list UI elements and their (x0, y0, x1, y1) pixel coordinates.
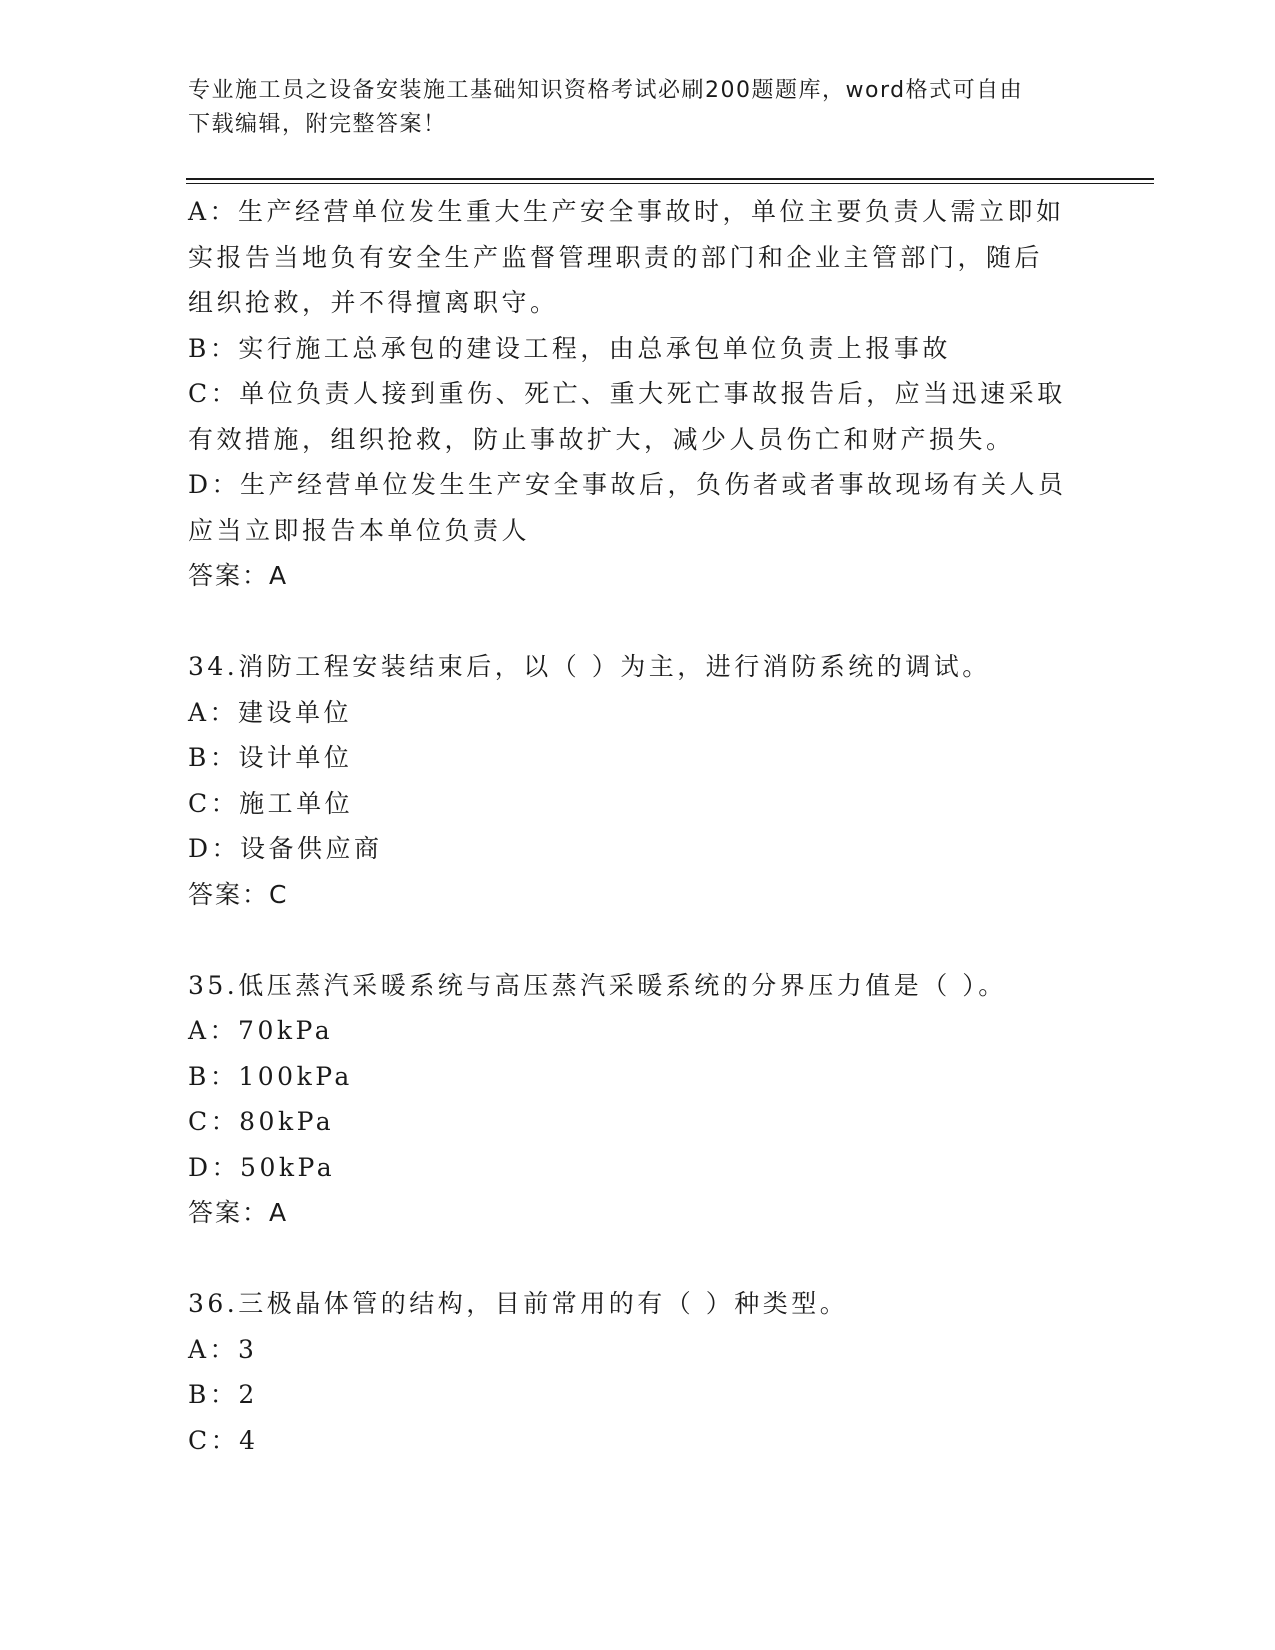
option-b: B：实行施工总承包的建设工程，由总承包单位负责上报事故 (188, 333, 951, 363)
option-c-line-1: C：单位负责人接到重伤、死亡、重大死亡事故报告后，应当迅速采取 (188, 379, 1066, 408)
option-d: D：设备供应商 (188, 834, 383, 863)
spacer (188, 1236, 1088, 1282)
header-rule-thick (186, 178, 1154, 180)
answer: 答案：A (188, 1198, 289, 1227)
option-a-line-3: 组织抢救，并不得擅离职守。 (188, 288, 559, 317)
option-a-line-2: 实报告当地负有安全生产监督管理职责的部门和企业主管部门，随后 (188, 242, 1044, 272)
header-line-2: 下载编辑，附完整答案！ (188, 112, 447, 137)
option-a: A：70kPa (188, 1016, 334, 1045)
option-c-line-2: 有效措施，组织抢救，防止事故扩大，减少人员伤亡和财产损失。 (188, 424, 1015, 454)
question-text: 36.三极晶体管的结构，目前常用的有（ ）种类型。 (188, 1289, 849, 1318)
question-text: 35.低压蒸汽采暖系统与高压蒸汽采暖系统的分界压力值是（ ）。 (188, 970, 1007, 1000)
option-a: A：建设单位 (188, 697, 353, 727)
option-a-line-1: A：生产经营单位发生重大生产安全事故时，单位主要负责人需立即如 (188, 197, 1065, 226)
header-line-1: 专业施工员之设备安装施工基础知识资格考试必刷200题题库，word格式可自由 (188, 78, 1024, 103)
option-d-line-1: D：生产经营单位发生生产安全事故后，负伤者或者事故现场有关人员 (188, 470, 1067, 499)
option-b: B：设计单位 (188, 743, 353, 772)
question-35 (188, 963, 1088, 1236)
document-header (188, 74, 1068, 142)
answer: 答案：C (188, 879, 289, 909)
header-rule-thin (186, 183, 1154, 184)
option-b: B：100kPa (188, 1061, 353, 1091)
option-c: C：80kPa (188, 1107, 335, 1136)
question-content (188, 189, 1088, 1463)
question-33-options (188, 189, 1088, 599)
option-a: A：3 (188, 1334, 258, 1364)
question-text: 34.消防工程安装结束后，以（ ）为主，进行消防系统的调试。 (188, 652, 991, 681)
spacer (188, 599, 1088, 645)
spacer (188, 917, 1088, 963)
option-d: D：50kPa (188, 1152, 336, 1182)
question-34 (188, 644, 1088, 917)
option-c: C：施工单位 (188, 788, 354, 818)
option-c: C：4 (188, 1425, 259, 1455)
option-b: B：2 (188, 1380, 258, 1409)
answer: 答案：A (188, 561, 289, 590)
option-d-line-2: 应当立即报告本单位负责人 (188, 515, 531, 545)
question-36 (188, 1281, 1088, 1463)
